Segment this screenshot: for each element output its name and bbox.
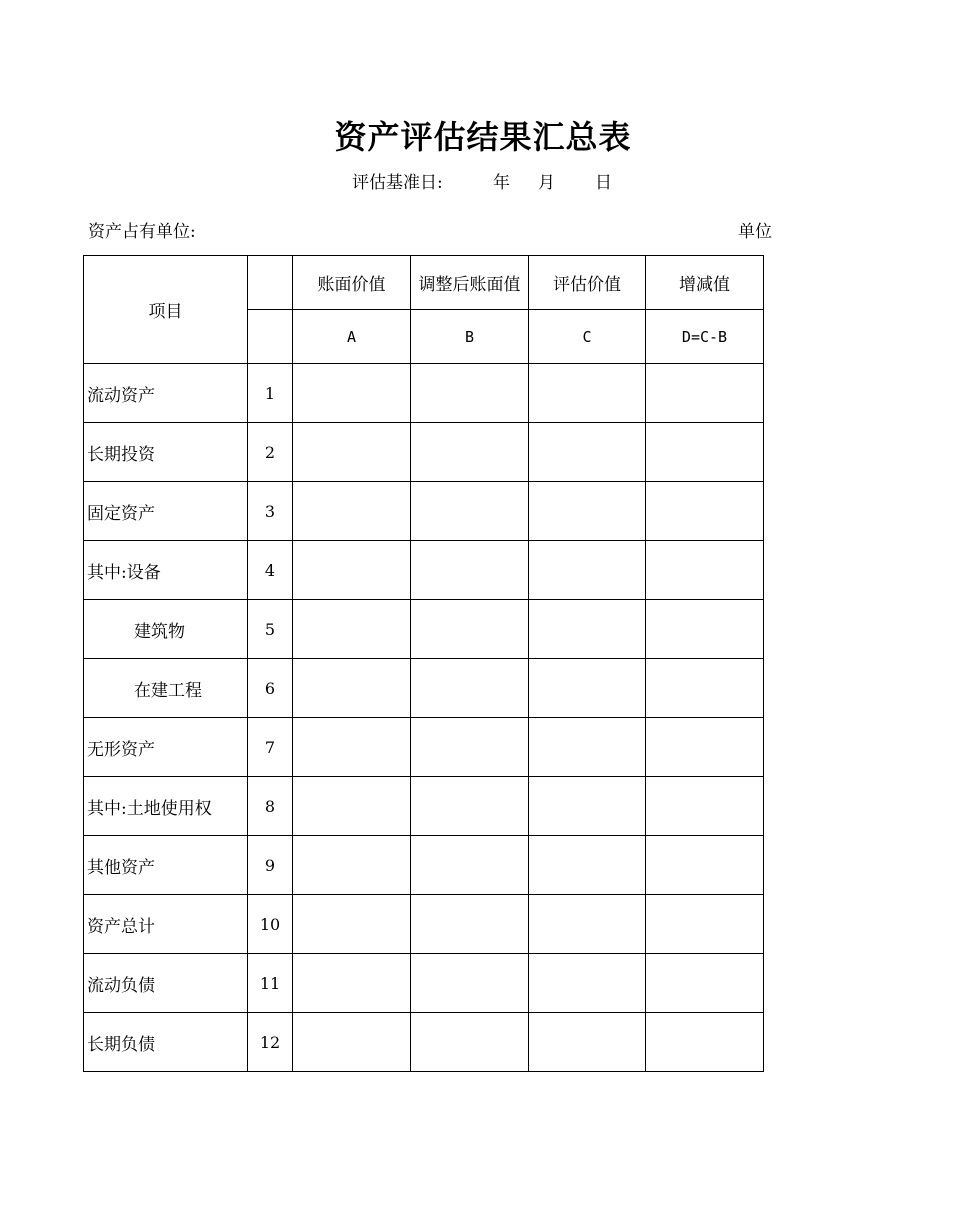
table-row xyxy=(84,718,764,777)
cell-appraised-value[interactable] xyxy=(529,600,646,659)
cell-appraised-value[interactable] xyxy=(529,482,646,541)
column-header-change-value: 增减值 xyxy=(646,256,764,310)
table-row xyxy=(84,895,764,954)
cell-appraised-value[interactable] xyxy=(529,1013,646,1072)
cell-change-value[interactable] xyxy=(646,600,764,659)
cell-appraised-value[interactable] xyxy=(529,718,646,777)
table-row xyxy=(84,364,764,423)
cell-book-value[interactable] xyxy=(293,718,411,777)
cell-adjusted-book-value[interactable] xyxy=(411,482,529,541)
row-number-header-code xyxy=(248,310,293,364)
cell-adjusted-book-value[interactable] xyxy=(411,777,529,836)
row-item-name: 资产总计 xyxy=(84,895,248,954)
row-item-name: 建筑物 xyxy=(84,600,248,659)
table-row xyxy=(84,541,764,600)
row-number: 12 xyxy=(248,1013,293,1072)
cell-book-value[interactable] xyxy=(293,777,411,836)
cell-book-value[interactable] xyxy=(293,541,411,600)
row-number: 8 xyxy=(248,777,293,836)
item-header: 项目 xyxy=(84,256,248,364)
cell-adjusted-book-value[interactable] xyxy=(411,718,529,777)
cell-appraised-value[interactable] xyxy=(529,895,646,954)
row-item-name: 长期投资 xyxy=(84,423,248,482)
cell-change-value[interactable] xyxy=(646,423,764,482)
row-item-name: 长期负债 xyxy=(84,1013,248,1072)
cell-adjusted-book-value[interactable] xyxy=(411,659,529,718)
cell-change-value[interactable] xyxy=(646,777,764,836)
cell-adjusted-book-value[interactable] xyxy=(411,600,529,659)
table-row xyxy=(84,482,764,541)
cell-appraised-value[interactable] xyxy=(529,541,646,600)
day-label: 日 xyxy=(595,173,612,193)
cell-appraised-value[interactable] xyxy=(529,364,646,423)
row-number: 9 xyxy=(248,836,293,895)
cell-change-value[interactable] xyxy=(646,895,764,954)
row-number: 3 xyxy=(248,482,293,541)
cell-appraised-value[interactable] xyxy=(529,777,646,836)
valuation-date-label: 评估基准日: xyxy=(352,173,443,193)
table-row xyxy=(84,777,764,836)
cell-appraised-value[interactable] xyxy=(529,836,646,895)
table-row xyxy=(84,836,764,895)
row-item-name: 在建工程 xyxy=(84,659,248,718)
row-number: 11 xyxy=(248,954,293,1013)
cell-adjusted-book-value[interactable] xyxy=(411,895,529,954)
cell-book-value[interactable] xyxy=(293,954,411,1013)
month-label: 月 xyxy=(538,173,555,193)
table-row xyxy=(84,1013,764,1072)
column-header-adjusted-book-value: 调整后账面值 xyxy=(411,256,529,310)
cell-appraised-value[interactable] xyxy=(529,659,646,718)
cell-change-value[interactable] xyxy=(646,659,764,718)
cell-adjusted-book-value[interactable] xyxy=(411,423,529,482)
cell-change-value[interactable] xyxy=(646,364,764,423)
cell-book-value[interactable] xyxy=(293,423,411,482)
row-item-name: 其他资产 xyxy=(84,836,248,895)
column-header-book-value: 账面价值 xyxy=(293,256,411,310)
row-item-name: 流动负债 xyxy=(84,954,248,1013)
row-number: 7 xyxy=(248,718,293,777)
column-code-d: D=C-B xyxy=(646,310,764,364)
cell-book-value[interactable] xyxy=(293,600,411,659)
cell-change-value[interactable] xyxy=(646,718,764,777)
cell-adjusted-book-value[interactable] xyxy=(411,1013,529,1072)
column-code-b: B xyxy=(411,310,529,364)
row-number: 1 xyxy=(248,364,293,423)
row-item-name: 固定资产 xyxy=(84,482,248,541)
unit-label-text: 单位 xyxy=(738,222,772,242)
cell-book-value[interactable] xyxy=(293,836,411,895)
row-number-header xyxy=(248,256,293,310)
column-code-c: C xyxy=(529,310,646,364)
cell-adjusted-book-value[interactable] xyxy=(411,836,529,895)
column-code-a: A xyxy=(293,310,411,364)
cell-change-value[interactable] xyxy=(646,1013,764,1072)
row-item-name: 其中:设备 xyxy=(84,541,248,600)
cell-change-value[interactable] xyxy=(646,836,764,895)
column-header-appraised-value: 评估价值 xyxy=(529,256,646,310)
cell-change-value[interactable] xyxy=(646,954,764,1013)
cell-change-value[interactable] xyxy=(646,482,764,541)
cell-book-value[interactable] xyxy=(293,364,411,423)
cell-adjusted-book-value[interactable] xyxy=(411,364,529,423)
table-row xyxy=(84,659,764,718)
year-label: 年 xyxy=(493,173,510,193)
page-title: 资产评估结果汇总表 xyxy=(334,118,632,156)
cell-adjusted-book-value[interactable] xyxy=(411,541,529,600)
table-row xyxy=(84,423,764,482)
row-number: 5 xyxy=(248,600,293,659)
row-number: 6 xyxy=(248,659,293,718)
cell-change-value[interactable] xyxy=(646,541,764,600)
row-number: 2 xyxy=(248,423,293,482)
row-number: 4 xyxy=(248,541,293,600)
header-row-labels xyxy=(84,256,764,310)
cell-adjusted-book-value[interactable] xyxy=(411,954,529,1013)
cell-book-value[interactable] xyxy=(293,659,411,718)
table-row xyxy=(84,954,764,1013)
cell-book-value[interactable] xyxy=(293,895,411,954)
cell-appraised-value[interactable] xyxy=(529,954,646,1013)
row-item-name: 无形资产 xyxy=(84,718,248,777)
summary-table xyxy=(83,255,764,1072)
cell-book-value[interactable] xyxy=(293,482,411,541)
row-item-name: 流动资产 xyxy=(84,364,248,423)
row-number: 10 xyxy=(248,895,293,954)
unit-label xyxy=(738,217,772,242)
row-item-name: 其中:土地使用权 xyxy=(84,777,248,836)
asset-owner-label: 资产占有单位: xyxy=(88,222,196,242)
cell-appraised-value[interactable] xyxy=(529,423,646,482)
table-row xyxy=(84,600,764,659)
cell-book-value[interactable] xyxy=(293,1013,411,1072)
